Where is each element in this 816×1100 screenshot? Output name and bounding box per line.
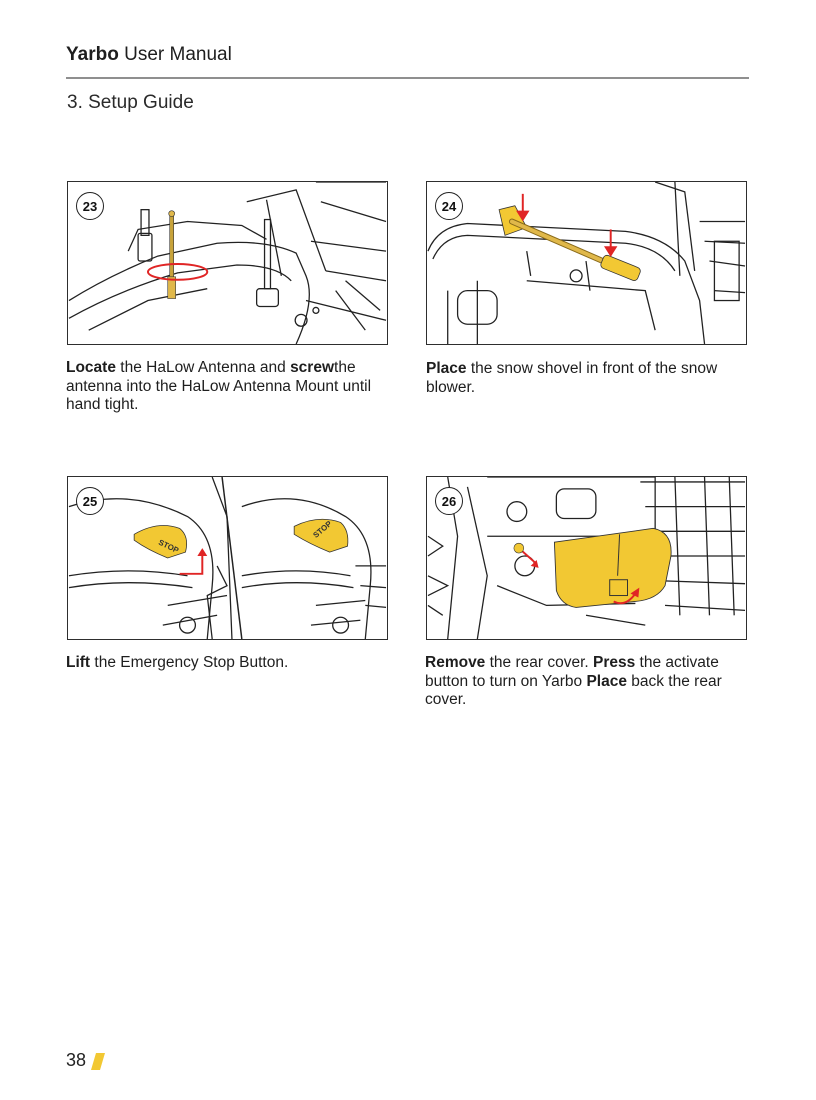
step-number-badge: 23 [76, 192, 104, 220]
step-26-caption [425, 654, 755, 710]
header-divider [66, 77, 749, 79]
manual-header [66, 44, 232, 66]
brand-name: Yarbo [66, 44, 119, 65]
emergency-stop-drawing [68, 477, 387, 639]
caption-bold: Locate [66, 359, 116, 376]
caption-bold: Lift [66, 654, 91, 671]
step-24-illustration [426, 181, 747, 345]
step-23-caption [66, 359, 396, 415]
rear-cover-drawing [427, 477, 746, 639]
caption-text: back the rear cover. [425, 672, 722, 708]
page-number: 38 [66, 1050, 87, 1070]
caption-text: the Emergency Stop Button. [90, 654, 289, 671]
stop-label: STOP [157, 537, 181, 556]
caption-bold: Place [586, 672, 627, 690]
step-24-caption [426, 360, 756, 397]
caption-text: the rear cover. [485, 654, 594, 671]
manual-title: User Manual [124, 44, 232, 65]
caption-bold: screw [290, 359, 335, 376]
section-title: 3. Setup Guide [67, 92, 194, 113]
step-number-badge: 26 [435, 487, 463, 515]
antenna-mount-drawing [68, 182, 387, 344]
brand-slash-icon [91, 1053, 105, 1070]
step-23-illustration [67, 181, 388, 345]
caption-bold: Remove [425, 654, 486, 671]
step-25-caption [66, 654, 396, 673]
stop-label: STOP [311, 519, 334, 540]
caption-bold: Place [426, 360, 467, 377]
caption-text: the HaLow Antenna and [115, 359, 291, 376]
step-number-badge: 24 [435, 192, 463, 220]
caption-text: the activate button to turn on Yarbo [425, 654, 719, 690]
caption-text: the antenna into the HaLow Antenna Mount until hand tight. [66, 359, 372, 413]
caption-text: the snow shovel in front of the snow blower. [426, 360, 718, 396]
caption-bold: Press [593, 654, 636, 671]
step-26-illustration [426, 476, 747, 640]
snow-shovel-drawing [427, 182, 746, 344]
step-25-illustration [67, 476, 388, 640]
step-number-badge: 25 [76, 487, 104, 515]
